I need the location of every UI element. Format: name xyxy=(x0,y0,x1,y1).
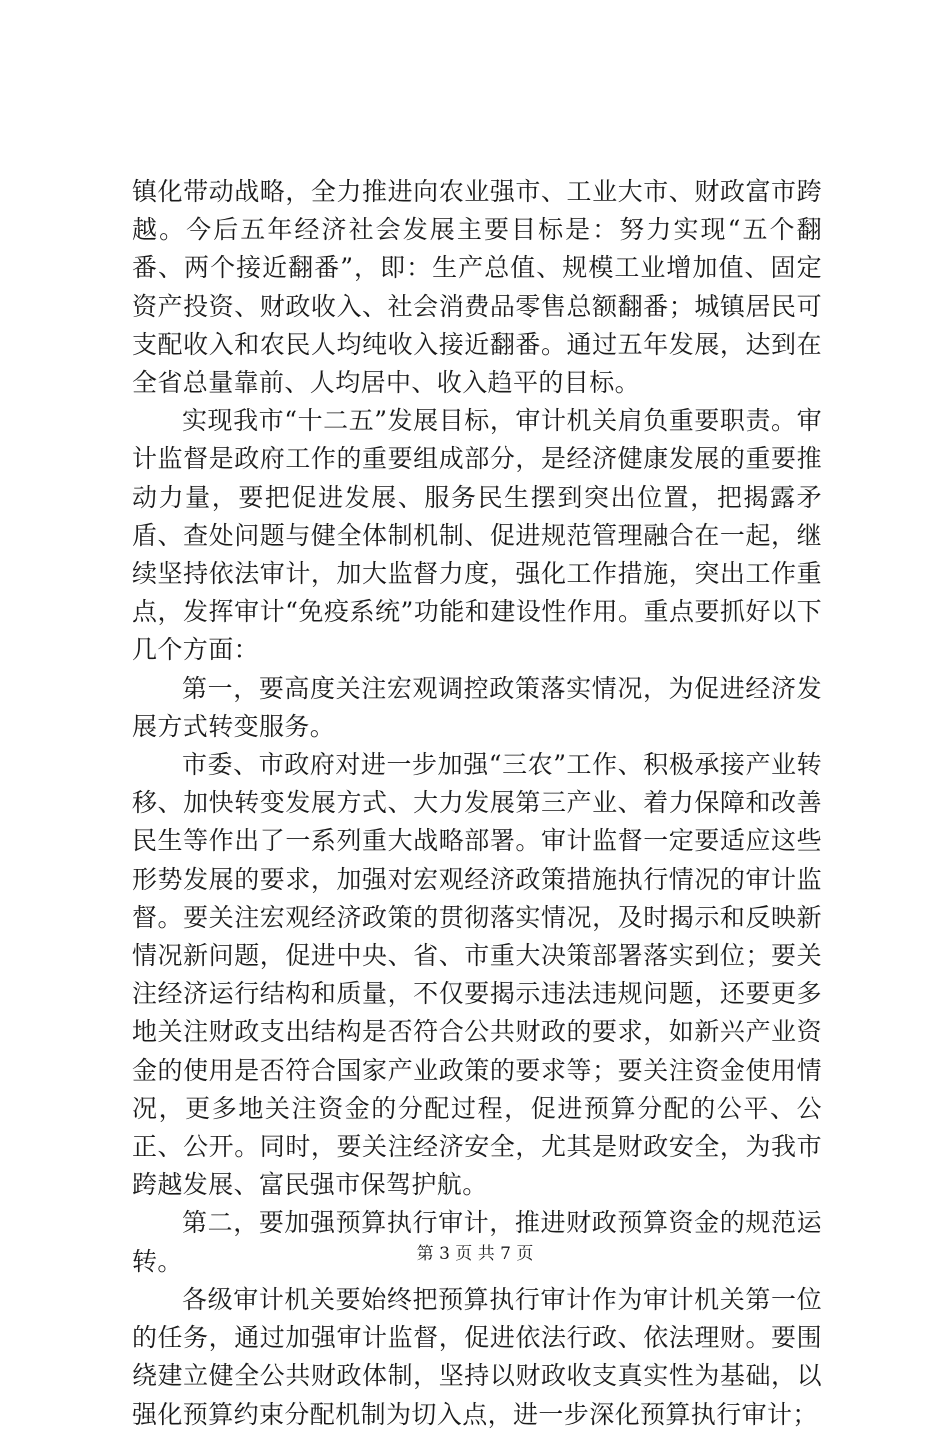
paragraph-3-heading-first: 第一，要高度关注宏观调控政策落实情况，为促进经济发展方式转变服务。 xyxy=(132,673,822,741)
paragraph-1: 镇化带动战略，全力推进向农业强市、工业大市、财政富市跨越。今后五年经济社会发展主要目标是：努力实现“五个翻番、两个接近翻番”，即：生产总值、规模工业增加值、固定资产投资、财政收入、社会消费品零售总额翻番；城镇居民可支配收入和农民人均纯收入接近翻番。通过五年发展，达到在全省总量靠前、人均居中、收入趋平的目标。 xyxy=(132,177,822,398)
paragraph-6: 各级审计机关要始终把预算执行审计作为审计机关第一位的任务，通过加强审计监督，促进依法行政、依法理财。要围绕建立健全公共财政体制，坚持以财政收支真实性为基础，以强化预算约束分配机制为切入点，进一步深化预算执行审计； xyxy=(132,1284,822,1429)
page-footer: 第 3 页 共 7 页 xyxy=(416,1244,534,1264)
paragraph-2: 实现我市“十二五”发展目标，审计机关肩负重要职责。审计监督是政府工作的重要组成部分，是经济健康发展的重要推动力量，要把促进发展、服务民生摆到突出位置，把揭露矛盾、查处问题与健全体制机制、促进规范管理融合在一起，继续坚持依法审计，加大监督力度，强化工作措施，突出工作重点，发挥审计“免疫系统”功能和建设性作用。重点要抓好以下几个方面： xyxy=(132,406,822,665)
paragraph-4: 市委、市政府对进一步加强“三农”工作、积极承接产业转移、加快转变发展方式、大力发展第三产业、着力保障和改善民生等作出了一系列重大战略部署。审计监督一定要适应这些形势发展的要求，加强对宏观经济政策措施执行情况的审计监督。要关注宏观经济政策的贯彻落实情况，及时揭示和反映新情况新问题，促进中央、省、市重大决策部署落实到位；要关注经济运行结构和质量，不仅要揭示违法违规问题，还要更多地关注财政支出结构是否符合公共财政的要求，如新兴产业资金的使用是否符合国家产业政策的要求等；要关注资金使用情况，更多地关注资金的分配过程，促进预算分配的公平、公正、公开。同时，要关注经济安全，尤其是财政安全，为我市跨越发展、富民强市保驾护航。 xyxy=(132,750,822,1200)
paragraph-5-heading-second: 第二，要加强预算执行审计，推进财政预算资金的规范运转。 xyxy=(132,1208,822,1276)
